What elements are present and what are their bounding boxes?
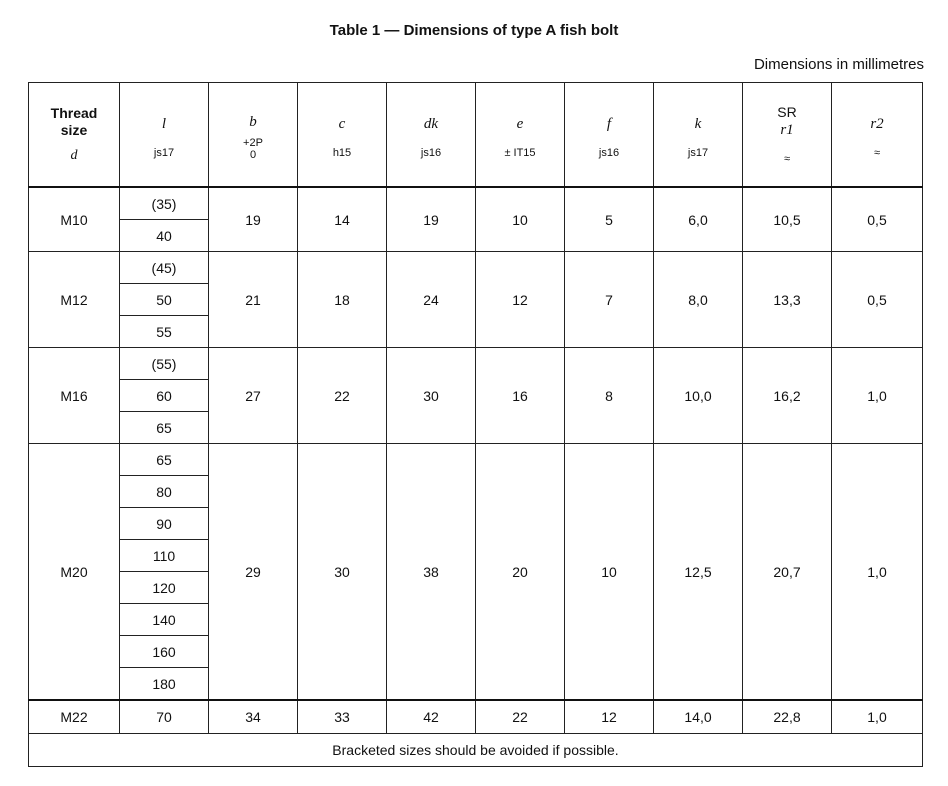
e-cell: 22 xyxy=(476,700,565,734)
length-cell: 70 xyxy=(120,700,209,734)
header-b-tol-lower: 0 xyxy=(249,149,257,161)
thread-size-cell: M12 xyxy=(29,252,120,348)
length-cell: 50 xyxy=(120,284,209,316)
thread-size-cell: M20 xyxy=(29,444,120,701)
thread-size-cell: M10 xyxy=(29,187,120,252)
header-k-tol: js17 xyxy=(687,147,709,159)
thread-size-cell: M22 xyxy=(29,700,120,734)
header-c-symbol: c xyxy=(338,116,346,132)
header-e xyxy=(476,83,565,188)
dk-cell: 24 xyxy=(387,252,476,348)
dimensions-table xyxy=(28,82,923,767)
header-r2 xyxy=(832,83,923,188)
r1-cell: 10,5 xyxy=(743,187,832,252)
k-cell: 10,0 xyxy=(654,348,743,444)
length-cell: 110 xyxy=(120,540,209,572)
header-r1-prefix: SR xyxy=(777,104,797,120)
f-cell: 5 xyxy=(565,187,654,252)
c-cell: 18 xyxy=(298,252,387,348)
header-k-symbol: k xyxy=(694,116,702,132)
f-cell: 7 xyxy=(565,252,654,348)
b-cell: 19 xyxy=(209,187,298,252)
header-thread-line1: Thread xyxy=(50,105,98,121)
header-l xyxy=(120,83,209,188)
length-cell: (55) xyxy=(120,348,209,380)
length-cell: 40 xyxy=(120,220,209,252)
dk-cell: 42 xyxy=(387,700,476,734)
k-cell: 12,5 xyxy=(654,444,743,701)
c-cell: 14 xyxy=(298,187,387,252)
e-cell: 16 xyxy=(476,348,565,444)
header-dk xyxy=(387,83,476,188)
r1-cell: 16,2 xyxy=(743,348,832,444)
r2-cell: 1,0 xyxy=(832,348,923,444)
length-cell: 55 xyxy=(120,316,209,348)
header-thread-symbol: d xyxy=(70,148,78,163)
r2-cell: 1,0 xyxy=(832,444,923,701)
header-k xyxy=(654,83,743,188)
f-cell: 12 xyxy=(565,700,654,734)
dk-cell: 30 xyxy=(387,348,476,444)
c-cell: 33 xyxy=(298,700,387,734)
header-r1 xyxy=(743,83,832,188)
table-row xyxy=(29,700,923,734)
table-title: Table 1 — Dimensions of type A fish bolt xyxy=(329,22,619,39)
header-thread-line2: size xyxy=(60,122,88,138)
footnote: Bracketed sizes should be avoided if possible. xyxy=(29,734,923,767)
length-cell: (35) xyxy=(120,187,209,220)
c-cell: 30 xyxy=(298,444,387,701)
header-r1-tol: ≈ xyxy=(783,153,791,165)
length-cell: 140 xyxy=(120,604,209,636)
length-cell: 90 xyxy=(120,508,209,540)
header-c-tol: h15 xyxy=(332,147,352,159)
f-cell: 10 xyxy=(565,444,654,701)
header-l-tol: js17 xyxy=(153,147,175,159)
dk-cell: 19 xyxy=(387,187,476,252)
header-r2-tol: ≈ xyxy=(873,147,881,159)
b-cell: 29 xyxy=(209,444,298,701)
r2-cell: 0,5 xyxy=(832,252,923,348)
header-dk-tol: js16 xyxy=(420,147,442,159)
length-cell: 160 xyxy=(120,636,209,668)
e-cell: 10 xyxy=(476,187,565,252)
r1-cell: 13,3 xyxy=(743,252,832,348)
length-cell: 120 xyxy=(120,572,209,604)
table-body xyxy=(29,187,923,734)
b-cell: 27 xyxy=(209,348,298,444)
dk-cell: 38 xyxy=(387,444,476,701)
k-cell: 14,0 xyxy=(654,700,743,734)
header-f-symbol: f xyxy=(606,116,612,132)
footnote-row xyxy=(29,734,923,767)
r1-cell: 22,8 xyxy=(743,700,832,734)
header-f-tol: js16 xyxy=(598,147,620,159)
header-e-symbol: e xyxy=(516,116,524,132)
c-cell: 22 xyxy=(298,348,387,444)
r1-cell: 20,7 xyxy=(743,444,832,701)
table-row xyxy=(29,444,923,476)
header-l-symbol: l xyxy=(161,116,167,132)
header-dk-symbol: dk xyxy=(423,116,439,132)
header-row xyxy=(29,83,923,188)
header-b-tol-upper: +2P xyxy=(243,137,263,149)
length-cell: (45) xyxy=(120,252,209,284)
length-cell: 60 xyxy=(120,380,209,412)
header-r2-symbol: r2 xyxy=(870,116,884,132)
k-cell: 8,0 xyxy=(654,252,743,348)
length-cell: 80 xyxy=(120,476,209,508)
k-cell: 6,0 xyxy=(654,187,743,252)
header-thread-size xyxy=(29,83,120,188)
length-cell: 65 xyxy=(120,412,209,444)
header-r1-symbol: r1 xyxy=(780,122,794,138)
e-cell: 20 xyxy=(476,444,565,701)
r2-cell: 1,0 xyxy=(832,700,923,734)
units-note: Dimensions in millimetres xyxy=(753,56,924,73)
header-b-symbol: b xyxy=(249,114,257,130)
e-cell: 12 xyxy=(476,252,565,348)
r2-cell: 0,5 xyxy=(832,187,923,252)
header-b xyxy=(209,83,298,188)
length-cell: 65 xyxy=(120,444,209,476)
header-c xyxy=(298,83,387,188)
table-row xyxy=(29,348,923,380)
f-cell: 8 xyxy=(565,348,654,444)
table-row xyxy=(29,252,923,284)
b-cell: 34 xyxy=(209,700,298,734)
b-cell: 21 xyxy=(209,252,298,348)
header-e-tol: ± IT15 xyxy=(504,147,536,159)
table-row xyxy=(29,187,923,220)
length-cell: 180 xyxy=(120,668,209,701)
thread-size-cell: M16 xyxy=(29,348,120,444)
header-f xyxy=(565,83,654,188)
